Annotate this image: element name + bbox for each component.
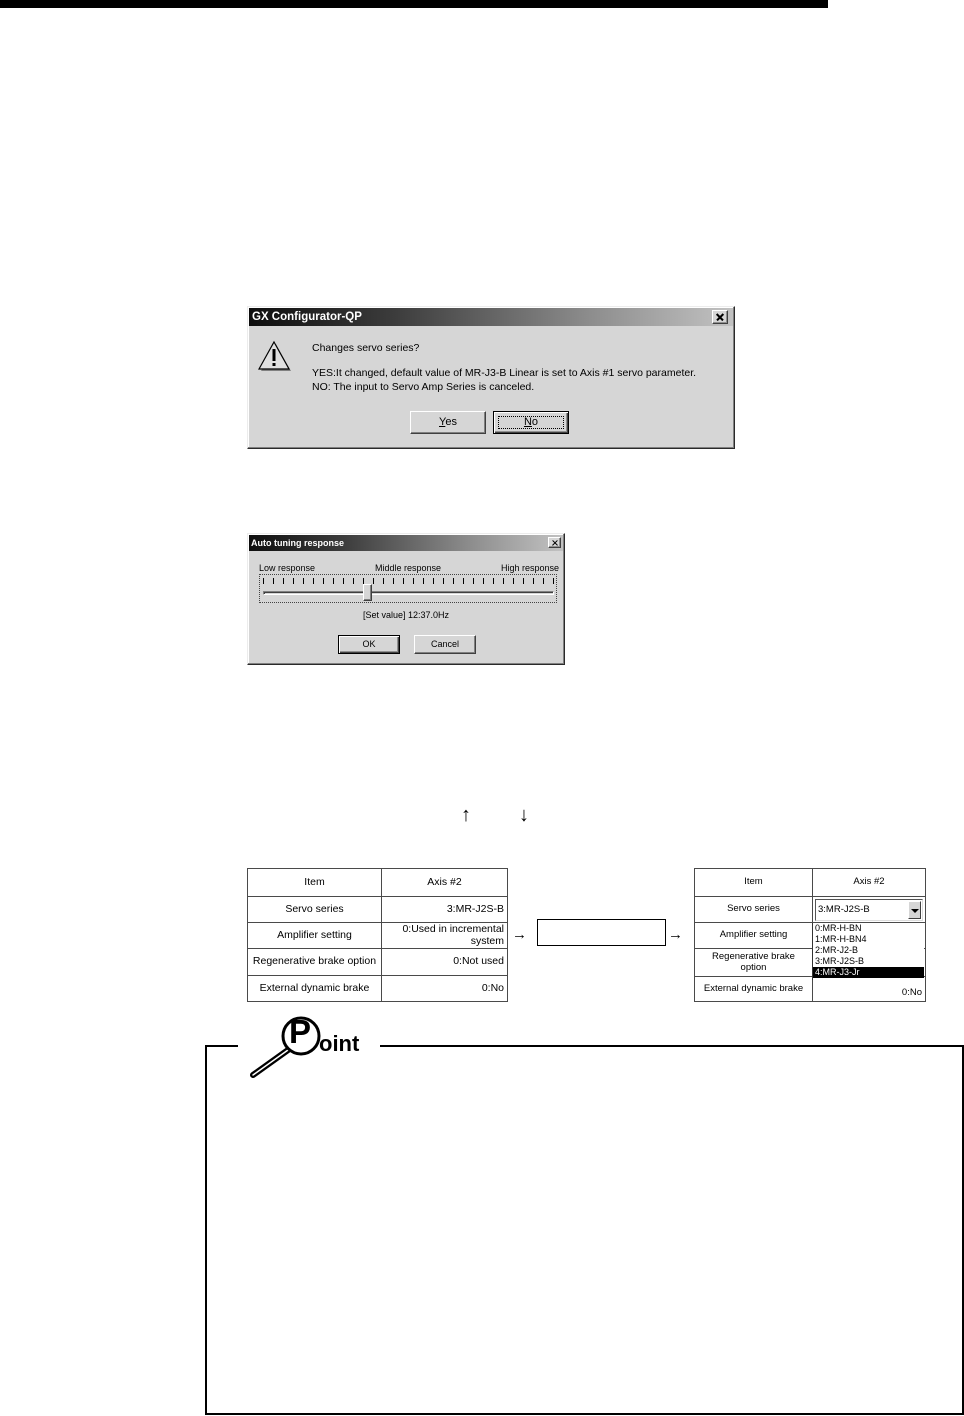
row-label-external-dynamic-brake: External dynamic brake — [695, 977, 813, 1002]
servo-series-dropdown[interactable] — [815, 899, 923, 921]
column-header-item: Item — [248, 869, 382, 897]
dialog-title[interactable]: Auto tuning response — [249, 535, 563, 551]
dropdown-option[interactable]: 3:MR-J2S-B — [815, 956, 865, 966]
dropdown-value: 3:MR-J2S-B — [818, 903, 870, 915]
row-label-regenerative-brake: Regenerative brake option — [248, 949, 382, 976]
cell-external-dynamic-brake[interactable]: 0:No — [813, 977, 926, 1002]
dropdown-button[interactable] — [908, 901, 921, 919]
warning-icon — [258, 340, 292, 374]
row-label-servo-series: Servo series — [695, 897, 813, 923]
servo-series-dropdown-list — [812, 923, 924, 980]
low-response-label: Low response — [259, 563, 316, 573]
dialog-title[interactable]: GX Configurator-QP — [249, 308, 733, 326]
cell-servo-series[interactable] — [813, 897, 926, 923]
point-box — [205, 1045, 964, 1415]
column-header-item: Item — [695, 869, 813, 897]
down-arrow-key: ↓ — [519, 804, 529, 826]
key-operation-box — [537, 919, 666, 946]
row-label-amplifier-setting: Amplifier setting — [248, 923, 382, 949]
confirm-yes-explanation: YES:It changed, default value of MR-J3-B Linear is set to Axis #1 servo parameter. — [312, 367, 697, 379]
dropdown-option[interactable]: 4:MR-J3-Jr — [813, 967, 924, 978]
row-label-regenerative-brake: Regenerative brake option — [695, 949, 813, 977]
cell-servo-series[interactable]: 3:MR-J2S-B — [382, 897, 508, 923]
dropdown-option[interactable]: 1:MR-H-BN4 — [815, 934, 867, 944]
dropdown-option[interactable]: 2:MR-J2-B — [815, 945, 859, 955]
chevron-down-icon — [911, 909, 919, 913]
middle-response-label: Middle response — [375, 563, 442, 573]
cell-amplifier-setting[interactable]: 0:Used in incremental system — [382, 923, 508, 949]
dropdown-option[interactable]: 0:MR-H-BN — [815, 923, 862, 933]
flow-arrow-right: → — [668, 926, 683, 943]
magnifier-icon — [245, 1012, 325, 1080]
column-header-axis: Axis #2 — [813, 869, 926, 897]
set-value-readout: [Set value] 12:37.0Hz — [362, 610, 450, 620]
servo-series-confirm-dialog — [247, 306, 735, 449]
yes-button[interactable]: Yes — [410, 411, 486, 434]
ok-button[interactable]: OK — [338, 635, 400, 654]
confirm-no-explanation: NO: The input to Servo Amp Series is canceled. — [312, 381, 535, 393]
slider-ticks — [263, 578, 554, 584]
auto-tuning-response-dialog — [247, 533, 565, 665]
slider-thumb[interactable] — [363, 584, 372, 601]
point-logo-text: oint — [319, 1031, 360, 1056]
slider-track[interactable] — [263, 591, 554, 595]
point-logo-initial: P — [289, 1013, 312, 1050]
close-button[interactable] — [548, 537, 561, 548]
cell-external-dynamic-brake[interactable]: 0:No — [382, 976, 508, 1002]
close-button[interactable] — [712, 310, 728, 324]
row-label-servo-series: Servo series — [248, 897, 382, 923]
header-rule — [0, 0, 828, 8]
no-button[interactable]: No — [493, 411, 569, 434]
row-label-external-dynamic-brake: External dynamic brake — [248, 976, 382, 1002]
cancel-button[interactable]: Cancel — [414, 635, 476, 654]
row-label-amplifier-setting: Amplifier setting — [695, 923, 813, 949]
cell-regenerative-brake[interactable]: 0:Not used — [382, 949, 508, 976]
high-response-label: High response — [501, 563, 560, 573]
servo-table-before — [247, 868, 508, 1002]
confirm-question: Changes servo series? — [312, 342, 420, 354]
up-arrow-key: ↑ — [461, 804, 471, 826]
flow-arrow-right: → — [512, 926, 527, 943]
column-header-axis: Axis #2 — [382, 869, 508, 897]
